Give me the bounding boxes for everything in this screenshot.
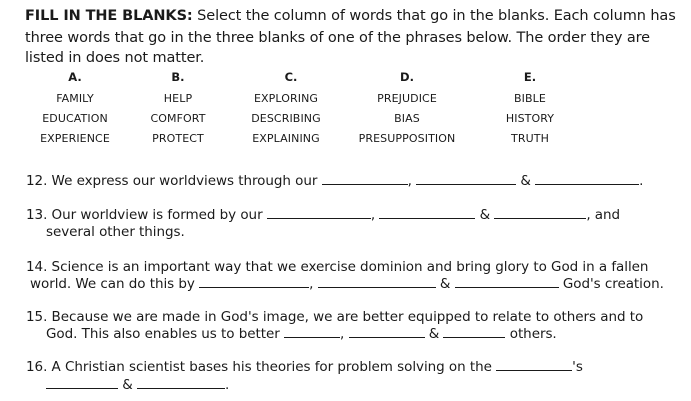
question-14-ampersand: &	[439, 276, 451, 292]
question-12-comma: ,	[407, 173, 412, 189]
column-d-word-3: PRESUPPOSITION	[358, 132, 456, 145]
question-16-text: 16. A Christian scientist bases his theories for problem solving on the	[26, 359, 492, 375]
column-a-word-3: EXPERIENCE	[40, 132, 110, 145]
column-a-word-1: FAMILY	[56, 92, 94, 105]
question-15-line-2	[46, 325, 557, 343]
column-d-word-1: PREJUDICE	[377, 92, 437, 105]
question-14-blank-3[interactable]	[455, 275, 559, 288]
question-12-blank-1[interactable]	[322, 172, 408, 185]
question-15-comma: ,	[340, 326, 345, 342]
question-15-blank-1[interactable]	[284, 325, 340, 338]
question-13-tail: , and	[586, 207, 621, 223]
question-16-blank-1[interactable]	[496, 358, 572, 371]
question-12-blank-2[interactable]	[416, 172, 516, 185]
column-c-word-2: DESCRIBING	[251, 112, 321, 125]
question-13-comma: ,	[370, 207, 376, 223]
column-b-word-1: HELP	[163, 92, 193, 105]
question-15-blank-3[interactable]	[443, 325, 505, 338]
column-b-letter: B.	[171, 70, 185, 84]
question-13-ampersand: &	[479, 207, 491, 223]
question-16-ampersand: &	[122, 377, 133, 393]
question-16-line-2	[46, 376, 229, 394]
question-16-blank-2[interactable]	[46, 376, 118, 389]
question-14-text: world. We can do this by	[30, 276, 195, 292]
question-15-blank-2[interactable]	[349, 325, 425, 338]
column-b-word-2: COMFORT	[150, 112, 206, 125]
question-12-ampersand: &	[520, 173, 531, 189]
column-d-word-2: BIAS	[394, 112, 420, 125]
column-e-letter: E.	[523, 70, 537, 84]
column-a-letter: A.	[68, 70, 82, 84]
question-13-line-2: several other things.	[46, 224, 185, 240]
question-15-text: God. This also enables us to better	[46, 326, 280, 342]
question-15-tail: others.	[509, 326, 557, 342]
question-13-line-1	[26, 206, 620, 224]
column-c-word-1: EXPLORING	[253, 92, 319, 105]
column-c-word-3: EXPLAINING	[252, 132, 320, 145]
question-12-text: 12. We express our worldviews through our	[26, 173, 318, 189]
column-d-letter: D.	[400, 70, 414, 84]
question-15-ampersand: &	[428, 326, 440, 342]
question-14-line-1: 14. Science is an important way that we exercise dominion and bring glory to God in a fallen	[26, 259, 649, 275]
question-14-line-2	[30, 275, 664, 293]
column-e-word-3: TRUTH	[511, 132, 549, 145]
column-e-word-2: HISTORY	[505, 112, 555, 125]
question-13-text: 13. Our worldview is formed by our	[26, 207, 263, 223]
question-13-blank-1[interactable]	[267, 206, 371, 219]
question-12-blank-3[interactable]	[535, 172, 639, 185]
instructions-line-3: listed in does not matter.	[25, 50, 205, 66]
column-c-letter: C.	[284, 70, 298, 84]
question-13-blank-3[interactable]	[494, 206, 586, 219]
question-16-period: .	[224, 377, 230, 393]
column-a-word-2: EDUCATION	[42, 112, 108, 125]
question-14-tail: God's creation.	[562, 276, 664, 292]
instructions-line-1	[25, 6, 676, 26]
question-14-blank-1[interactable]	[199, 275, 309, 288]
question-13-blank-2[interactable]	[379, 206, 475, 219]
instructions-lead: FILL IN THE BLANKS:	[25, 8, 193, 24]
column-e-word-1: BIBLE	[514, 92, 546, 105]
instructions-text-1: Select the column of words that go in the blanks. Each column has	[197, 8, 676, 24]
instructions-line-2: three words that go in the three blanks of one of the phrases below. The order they are	[25, 30, 650, 46]
question-16-line-1	[26, 358, 583, 376]
question-12-period: .	[639, 173, 644, 189]
question-16-possessive: 's	[572, 359, 583, 375]
column-b-word-3: PROTECT	[152, 132, 204, 145]
question-16-blank-3[interactable]	[137, 376, 225, 389]
question-14-blank-2[interactable]	[318, 275, 436, 288]
question-12	[26, 172, 643, 190]
question-15-line-1: 15. Because we are made in God's image, we are better equipped to relate to others and to	[26, 309, 644, 325]
question-14-comma: ,	[309, 276, 314, 292]
